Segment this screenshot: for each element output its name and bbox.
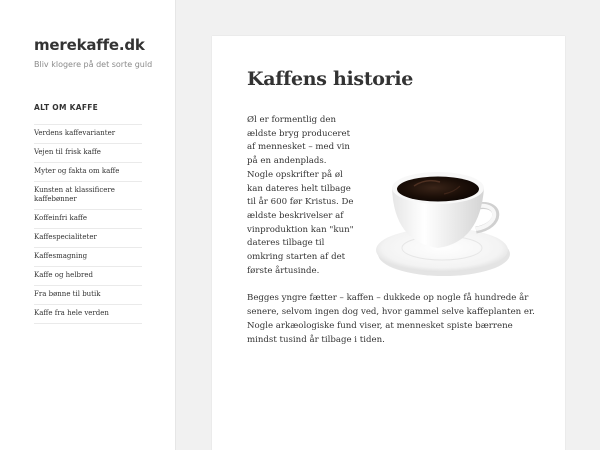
sidebar-item-link[interactable]: Kaffespecialiteter: [34, 233, 97, 241]
sidebar-item: [34, 209, 142, 228]
sidebar-item: [34, 143, 142, 162]
sidebar-item: [34, 124, 142, 143]
sidebar-item-link[interactable]: Verdens kaffevarianter: [34, 129, 116, 137]
article-paragraph: Begges yngre fætter – kaffen – dukkede op nogle få hundrede år senere, selvom ingen dog ved, hvor gammel selve kaffeplanten er. Nogle arkæologiske fund viser, at mennesket spiste bærrene mindst tusind år tilbage i tiden.: [247, 293, 535, 345]
sidebar-item-link[interactable]: Koffeinfri kaffe: [34, 214, 88, 222]
sidebar-item: [34, 285, 142, 304]
sidebar-item-link[interactable]: Kunsten at klassificere kaffebønner: [34, 186, 115, 203]
sidebar: [0, 0, 176, 450]
article-title: Kaffens historie: [247, 68, 414, 90]
sidebar-item: [34, 162, 142, 181]
sidebar-item-link[interactable]: Kaffe fra hele verden: [34, 309, 109, 317]
sidebar-item-link[interactable]: Kaffesmagning: [34, 252, 88, 260]
sidebar-item-link[interactable]: Kaffe og helbred: [34, 271, 94, 279]
widget-title: ALT OM KAFFE: [34, 103, 99, 112]
sidebar-item: [34, 304, 142, 324]
article-paragraph: Øl er formentlig den ældste bryg produceret af mennesket – med vin på en andenplads. Nogle opskrifter på øl kan dateres helt tilbage til år 600 før Kristus. De ældste beskrivelser af vinproduktion kan "kun" dateres tilbage til omkring starten af det første årtusinde.: [247, 115, 354, 276]
sidebar-item-link[interactable]: Vejen til frisk kaffe: [34, 148, 101, 156]
sidebar-item-link[interactable]: Fra bønne til butik: [34, 290, 101, 298]
sidebar-item: [34, 266, 142, 285]
sidebar-item: [34, 228, 142, 247]
coffee-cup-icon: [352, 114, 530, 292]
sidebar-item-link[interactable]: Myter og fakta om kaffe: [34, 167, 120, 175]
site-title-link[interactable]: merekaffe.dk: [34, 36, 145, 54]
sidebar-item: [34, 247, 142, 266]
site-description: Bliv klogere på det sorte guld: [34, 60, 153, 69]
coffee-cup-image: [352, 114, 530, 292]
sidebar-item: [34, 181, 142, 209]
article-panel: [212, 36, 565, 450]
sidebar-menu: [34, 124, 142, 324]
